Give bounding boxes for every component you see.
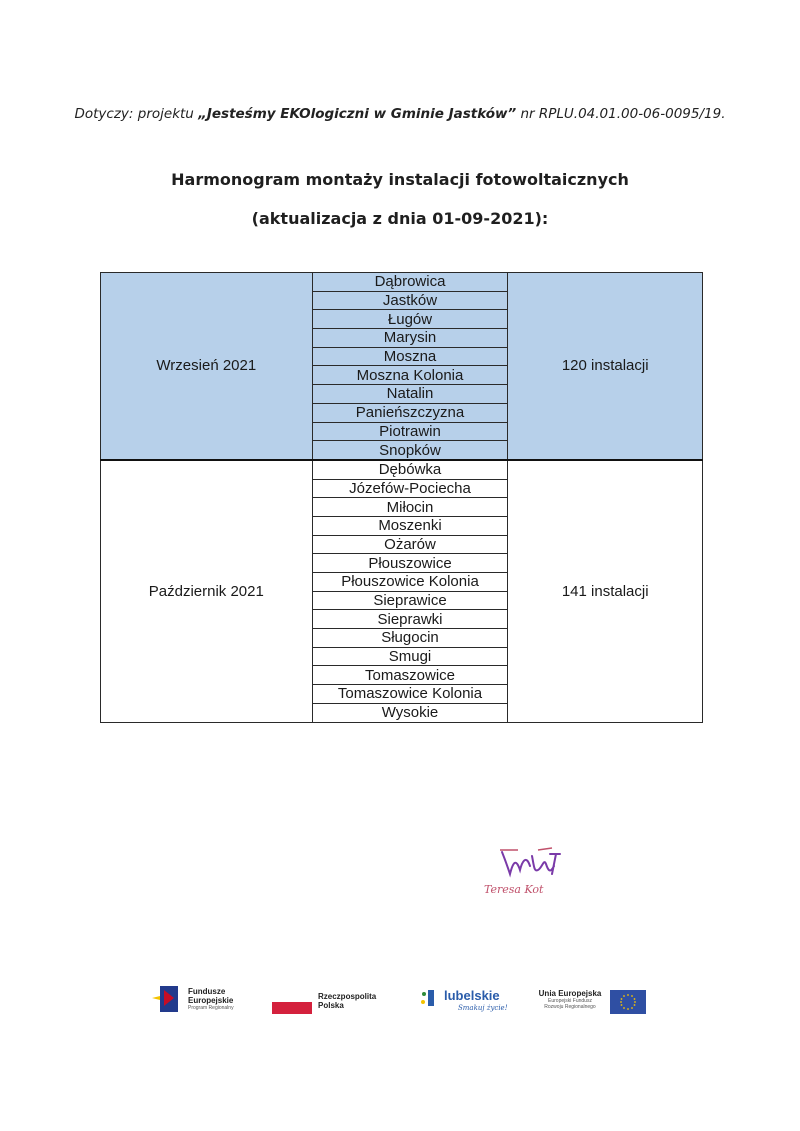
eu-flag-icon bbox=[610, 990, 646, 1014]
table-row bbox=[101, 460, 703, 479]
ue-line2: Europejski Fundusz bbox=[548, 998, 592, 1004]
lubelskie-slogan: Smakuj życie! bbox=[458, 1004, 508, 1012]
fe-star-icon bbox=[150, 984, 180, 1014]
document-title: Harmonogram montaży instalacji fotowoltaicznych bbox=[171, 170, 629, 189]
signature-stamp-icon bbox=[480, 840, 600, 920]
month-cell: Październik 2021 bbox=[101, 460, 313, 722]
fe-line1: Fundusze bbox=[188, 987, 226, 996]
locality-cell: Piotrawin bbox=[312, 422, 508, 441]
schedule-table bbox=[100, 272, 703, 723]
locality-cell: Snopków bbox=[312, 441, 508, 460]
locality-cell: Panieńszczyzna bbox=[312, 403, 508, 422]
locality-cell: Wysokie bbox=[312, 703, 508, 722]
rzeczpospolita-polska-logo bbox=[272, 980, 377, 1030]
fe-line2: Europejskie bbox=[188, 996, 234, 1005]
polish-flag-icon bbox=[272, 990, 312, 1014]
locality-cell: Józefów-Pociecha bbox=[312, 479, 508, 498]
locality-cell: Dąbrowica bbox=[312, 273, 508, 292]
unia-europejska-logo bbox=[530, 980, 650, 1030]
project-reference bbox=[0, 106, 800, 122]
locality-cell: Dębówka bbox=[312, 460, 508, 479]
locality-cell: Moszna bbox=[312, 347, 508, 366]
rp-line2: Polska bbox=[318, 1001, 344, 1010]
installation-count-cell: 141 instalacji bbox=[508, 460, 703, 722]
ue-line3: Rozwoju Regionalnego bbox=[544, 1004, 596, 1010]
project-number: nr RPLU.04.01.00-06-0095/19. bbox=[516, 106, 726, 122]
locality-cell: Sieprawki bbox=[312, 610, 508, 629]
project-name: „Jesteśmy EKOlogiczni w Gminie Jastków” bbox=[198, 106, 517, 122]
locality-cell: Tomaszowice bbox=[312, 666, 508, 685]
locality-cell: Ożarów bbox=[312, 535, 508, 554]
fe-line3: Program Regionalny bbox=[188, 1005, 234, 1011]
installation-count-cell: 120 instalacji bbox=[508, 273, 703, 460]
locality-cell: Płouszowice bbox=[312, 554, 508, 573]
signature-name: Teresa Kot bbox=[484, 883, 544, 896]
locality-cell: Jastków bbox=[312, 291, 508, 310]
locality-cell: Marysin bbox=[312, 329, 508, 348]
locality-cell: Sieprawice bbox=[312, 591, 508, 610]
month-cell: Wrzesień 2021 bbox=[101, 273, 313, 460]
reference-prefix: Dotyczy: projektu bbox=[74, 106, 199, 122]
locality-cell: Płouszowice Kolonia bbox=[312, 573, 508, 592]
locality-cell: Smugi bbox=[312, 647, 508, 666]
locality-cell: Moszna Kolonia bbox=[312, 366, 508, 385]
locality-cell: Ługów bbox=[312, 310, 508, 329]
lubelskie-mark-icon bbox=[420, 988, 440, 1010]
locality-cell: Moszenki bbox=[312, 516, 508, 535]
fundusze-europejskie-logo bbox=[150, 980, 260, 1030]
document-subtitle: (aktualizacja z dnia 01-09-2021): bbox=[251, 209, 549, 228]
lubelskie-logo bbox=[420, 980, 510, 1030]
funding-logos bbox=[0, 980, 800, 1030]
rp-line1: Rzeczpospolita bbox=[318, 992, 377, 1001]
table-row bbox=[101, 273, 703, 292]
ue-line1: Unia Europejska bbox=[538, 989, 602, 998]
locality-cell: Natalin bbox=[312, 385, 508, 404]
lubelskie-name: lubelskie bbox=[444, 988, 500, 1003]
locality-cell: Miłocin bbox=[312, 498, 508, 517]
locality-cell: Tomaszowice Kolonia bbox=[312, 685, 508, 704]
locality-cell: Sługocin bbox=[312, 629, 508, 648]
